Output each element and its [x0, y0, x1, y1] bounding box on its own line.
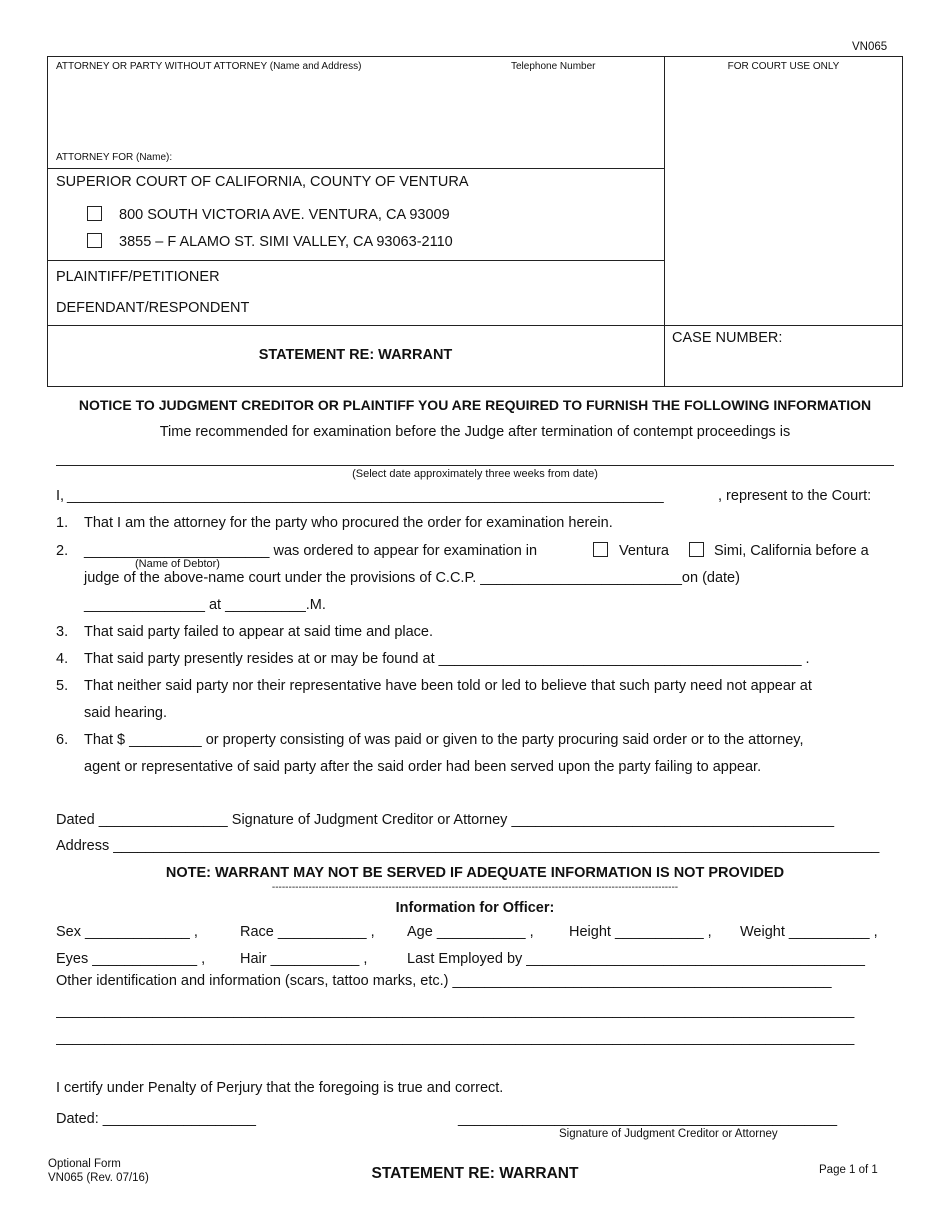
- footer-optional-form: Optional Form: [48, 1158, 121, 1170]
- warning-note: NOTE: WARRANT MAY NOT BE SERVED IF ADEQUATE INFORMATION IS NOT PROVIDED: [165, 865, 785, 881]
- item-2-number: 2.: [56, 543, 69, 559]
- simi-label: Simi, California before a: [714, 543, 869, 559]
- attorney-for-label: ATTORNEY FOR (Name):: [56, 152, 173, 163]
- ventura-label: Ventura: [619, 543, 669, 559]
- case-number-label: CASE NUMBER:: [672, 330, 783, 346]
- header-rule-3: [47, 325, 903, 326]
- certify-statement: I certify under Penalty of Perjury that the foregoing is true and correct.: [56, 1080, 504, 1096]
- header-divider: [664, 56, 665, 387]
- age-field[interactable]: Age ___________ ,: [407, 924, 534, 940]
- header-rule-1: [47, 168, 664, 169]
- defendant-label: DEFENDANT/RESPONDENT: [56, 300, 250, 316]
- last-employed-field[interactable]: Last Employed by __________________________________________: [407, 951, 865, 967]
- item-2-time-text: _______________ at __________.M.: [84, 597, 326, 613]
- represent-suffix: , represent to the Court:: [718, 488, 872, 504]
- plaintiff-label: PLAINTIFF/PETITIONER: [56, 269, 220, 285]
- sex-field[interactable]: Sex _____________ ,: [56, 924, 198, 940]
- officer-info-heading: Information for Officer:: [395, 900, 555, 916]
- item-2-ccp-text: judge of the above-name court under the provisions of C.C.P. _________________________on (date): [84, 570, 740, 586]
- footer-revision: VN065 (Rev. 07/16): [48, 1172, 149, 1184]
- race-field[interactable]: Race ___________ ,: [240, 924, 375, 940]
- form-id: VN065: [852, 41, 888, 53]
- court-name: SUPERIOR COURT OF CALIFORNIA, COUNTY OF VENTURA: [56, 174, 469, 190]
- item-5-number: 5.: [56, 678, 69, 694]
- item-1-number: 1.: [56, 515, 69, 531]
- item-5-text-cont: said hearing.: [84, 705, 168, 721]
- ventura-address-checkbox[interactable]: [87, 206, 102, 221]
- simi-address-checkbox[interactable]: [87, 233, 102, 248]
- height-field[interactable]: Height ___________ ,: [569, 924, 712, 940]
- simi-checkbox[interactable]: [689, 542, 704, 557]
- certify-signature-line[interactable]: _______________________________________________: [458, 1111, 838, 1127]
- other-identification-field[interactable]: Other identification and information (scars, tattoo marks, etc.) _______________________________________________: [56, 973, 832, 989]
- item-3-number: 3.: [56, 624, 69, 640]
- telephone-label: Telephone Number: [511, 61, 596, 72]
- simi-address: 3855 – F ALAMO ST. SIMI VALLEY, CA 93063-2110: [119, 234, 453, 250]
- date-hint: (Select date approximately three weeks from date): [352, 468, 598, 480]
- blank-line-1[interactable]: ___________________________________________________________________________________________________: [56, 1003, 855, 1019]
- item-4-text: That said party presently resides at or may be found at _____________________________________________ .: [84, 651, 810, 667]
- hair-field[interactable]: Hair ___________ ,: [240, 951, 368, 967]
- footer-title: STATEMENT RE: WARRANT: [371, 1165, 579, 1182]
- dated-signature-line[interactable]: Dated ________________ Signature of Judgment Creditor or Attorney ________________________________________: [56, 812, 835, 828]
- ventura-address: 800 SOUTH VICTORIA AVE. VENTURA, CA 93009: [119, 207, 450, 223]
- weight-field[interactable]: Weight __________ ,: [740, 924, 878, 940]
- item-2-text: _______________________ was ordered to appear for examination in: [84, 543, 538, 559]
- attorney-label: ATTORNEY OR PARTY WITHOUT ATTORNEY (Name and Address): [56, 61, 362, 72]
- certify-dated-field[interactable]: Dated: ___________________: [56, 1111, 256, 1127]
- document-title: STATEMENT RE: WARRANT: [258, 347, 453, 363]
- dashed-separator: --------------------------------------------------------------------------------------------------------------------------: [271, 882, 679, 893]
- ventura-checkbox[interactable]: [593, 542, 608, 557]
- item-6-text-cont: agent or representative of said party after the said order had been served upon the party failing to appear.: [84, 759, 762, 775]
- represent-name-blank[interactable]: __________________________________________________________________________: [67, 488, 664, 504]
- item-3-text: That said party failed to appear at said time and place.: [84, 624, 434, 640]
- court-use-label: FOR COURT USE ONLY: [727, 61, 840, 72]
- certify-signature-caption: Signature of Judgment Creditor or Attorney: [559, 1128, 778, 1140]
- examination-date-line[interactable]: [56, 465, 894, 466]
- address-line[interactable]: Address _______________________________________________________________________________________________: [56, 838, 880, 854]
- eyes-field[interactable]: Eyes _____________ ,: [56, 951, 206, 967]
- item-4-number: 4.: [56, 651, 69, 667]
- item-1-text: That I am the attorney for the party who procured the order for examination herein.: [84, 515, 613, 531]
- item-6-number: 6.: [56, 732, 69, 748]
- notice-heading: NOTICE TO JUDGMENT CREDITOR OR PLAINTIFF YOU ARE REQUIRED TO FURNISH THE FOLLOWING INFORMATION: [78, 397, 872, 413]
- blank-line-2[interactable]: ___________________________________________________________________________________________________: [56, 1030, 855, 1046]
- footer-page-number: Page 1 of 1: [819, 1164, 878, 1176]
- represent-prefix: I,: [56, 488, 65, 504]
- item-6-text: That $ _________ or property consisting of was paid or given to the party procuring said order or to the attorney,: [84, 732, 804, 748]
- item-5-text: That neither said party nor their representative have been told or led to believe that such party need not appear at: [84, 678, 812, 694]
- debtor-hint: (Name of Debtor): [135, 558, 220, 570]
- time-recommended-text: Time recommended for examination before the Judge after termination of contempt proceedings is: [159, 424, 791, 440]
- header-rule-2: [47, 260, 664, 261]
